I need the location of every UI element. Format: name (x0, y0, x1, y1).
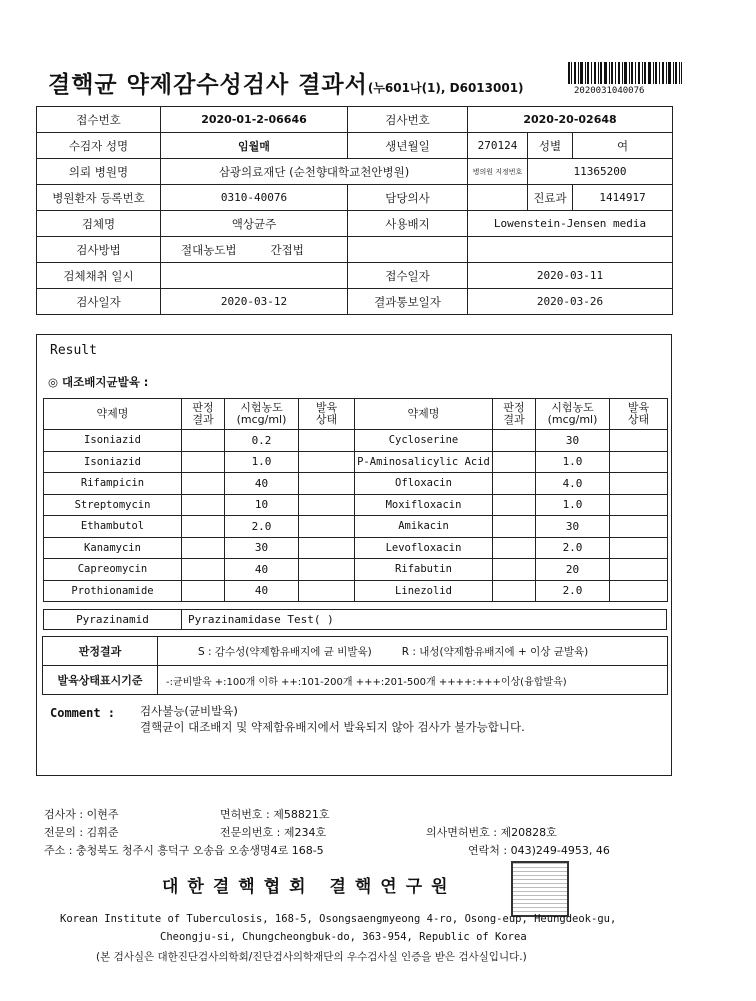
growth-status (610, 516, 668, 538)
growth-status (299, 494, 355, 516)
drug-row (44, 473, 668, 495)
address-en-line-2: Cheongju-si, Chungcheongbuk-do, 363-954, Republic of Korea (160, 931, 527, 943)
specimen-value: 액상균주 (161, 211, 348, 237)
barcode-number: 2020031040076 (574, 86, 645, 96)
drug-name: Rifabutin (355, 559, 493, 581)
judge-result (493, 473, 536, 495)
contact: 연락처 : 043)249-4953, 46 (468, 844, 610, 857)
test-conc: 40 (225, 559, 299, 581)
hospital-code-label: 병의원 지정번호 (468, 159, 528, 185)
drug-name: Ethambutol (44, 516, 182, 538)
judge-result (493, 537, 536, 559)
received-value: 2020-03-11 (468, 263, 673, 289)
growth-criteria-text: -:균비발육 +:100개 이하 ++:101-200개 +++:201-500개 ++++:+++이상(융합발육) (158, 666, 668, 695)
birth-date: 270124 (468, 133, 528, 159)
inspector: 검사자 : 이현주 (44, 808, 119, 821)
control-growth-label: ◎ 대조배지균발육 : (48, 375, 149, 389)
reported-label: 결과통보일자 (348, 289, 468, 315)
reported-value: 2020-03-26 (468, 289, 673, 315)
drug-row (44, 494, 668, 516)
drug-name: Isoniazid (44, 430, 182, 452)
judge-result (182, 559, 225, 581)
collect-value (161, 263, 348, 289)
birth-label: 생년월일 (348, 133, 468, 159)
judge-result (182, 580, 225, 602)
col-growth: 발육 상태 (299, 399, 355, 430)
document-code: (누601나(1), D6013001) (367, 81, 524, 95)
reg-no: 0310-40076 (161, 185, 348, 211)
collect-label: 검체채취 일시 (37, 263, 161, 289)
patient-label: 수검자 성명 (37, 133, 161, 159)
test-conc: 1.0 (225, 451, 299, 473)
growth-status (299, 516, 355, 538)
drug-row (44, 516, 668, 538)
organization-name: 대한결핵협회 결핵연구원 (162, 877, 457, 897)
growth-status (299, 559, 355, 581)
col-conc-2: 시험농도 (mcg/ml) (536, 399, 610, 430)
col-conc: 시험농도 (mcg/ml) (225, 399, 299, 430)
receipt-no: 2020-01-2-06646 (161, 107, 348, 133)
specialist: 전문의 : 김휘준 (44, 826, 119, 839)
growth-status (610, 473, 668, 495)
test-conc: 40 (225, 473, 299, 495)
drug-row (44, 537, 668, 559)
comment-line-2: 결핵균이 대조배지 및 약제함유배지에서 발육되지 않아 검사가 불가능합니다. (140, 720, 525, 734)
test-no-label: 검사번호 (348, 107, 468, 133)
drug-name: Kanamycin (44, 537, 182, 559)
sex-label: 성별 (528, 133, 573, 159)
judge-result (493, 559, 536, 581)
inspector-license: 면허번호 : 제58821호 (220, 808, 330, 821)
growth-status (610, 537, 668, 559)
received-label: 접수일자 (348, 263, 468, 289)
pyrazinamid-table (43, 609, 667, 630)
drug-name: Capreomycin (44, 559, 182, 581)
result-title: Result (50, 343, 97, 358)
address-en-line-1: Korean Institute of Tuberculosis, 168-5, Osongsaengmyeong 4-ro, Osong-eup, Heungdeok-gu, (60, 913, 617, 925)
pyrazinamid-test: Pyrazinamidase Test( ) (182, 610, 667, 630)
doctor-value (468, 185, 528, 211)
specimen-label: 검체명 (37, 211, 161, 237)
test-conc: 2.0 (225, 516, 299, 538)
drug-name: Cycloserine (355, 430, 493, 452)
sex-value: 여 (573, 133, 673, 159)
address: 주소 : 충청북도 청주시 흥덕구 오송읍 오송생명4로 168-5 (44, 844, 324, 857)
method-value: 절대농도법 간접법 (161, 237, 348, 263)
doctor-license: 의사면허번호 : 제20828호 (426, 826, 557, 839)
judge-text: S : 감수성(약제함유배지에 균 비발육) R : 내성(약제함유배지에 + 이상 균발육) (158, 637, 668, 666)
drug-name: Prothionamide (44, 580, 182, 602)
judge-label: 판정결과 (43, 637, 158, 666)
method-empty-2 (468, 237, 673, 263)
judge-result (493, 494, 536, 516)
test-conc: 1.0 (536, 451, 610, 473)
col-drug: 약제명 (44, 399, 182, 430)
medium-label: 사용배지 (348, 211, 468, 237)
method-label: 검사방법 (37, 237, 161, 263)
growth-status (610, 451, 668, 473)
hospital-label: 의뢰 병원명 (37, 159, 161, 185)
test-conc: 30 (536, 516, 610, 538)
drug-row (44, 580, 668, 602)
comment-label: Comment : (50, 706, 116, 720)
growth-criteria-label: 발육상태표시기준 (43, 666, 158, 695)
drug-row (44, 430, 668, 452)
hospital-name: 삼광의료재단 (순천향대학교천안병원) (161, 159, 468, 185)
dept-label: 진료과 (528, 185, 573, 211)
test-conc: 2.0 (536, 537, 610, 559)
growth-status (610, 494, 668, 516)
test-conc: 40 (225, 580, 299, 602)
judge-result (182, 516, 225, 538)
growth-status (610, 559, 668, 581)
tested-label: 검사일자 (37, 289, 161, 315)
comment-text (140, 703, 525, 735)
drug-name: Streptomycin (44, 494, 182, 516)
hospital-code: 11365200 (528, 159, 673, 185)
patient-info-table (36, 106, 673, 315)
test-conc: 30 (536, 430, 610, 452)
document-title: 결핵균 약제감수성검사 결과서(누601나(1), D6013001) (48, 72, 524, 98)
dept-value: 1414917 (573, 185, 673, 211)
reg-no-label: 병원환자 등록번호 (37, 185, 161, 211)
certification-notice: (본 검사실은 대한진단검사의학회/진단검사의학재단의 우수검사실 인증을 받은 검사실입니다.) (96, 951, 527, 963)
test-conc: 20 (536, 559, 610, 581)
growth-status (610, 580, 668, 602)
growth-status (299, 451, 355, 473)
test-conc: 4.0 (536, 473, 610, 495)
judge-result (493, 580, 536, 602)
col-growth-2: 발육 상태 (610, 399, 668, 430)
drug-name: Rifampicin (44, 473, 182, 495)
judge-result (182, 537, 225, 559)
receipt-no-label: 접수번호 (37, 107, 161, 133)
judge-result (182, 430, 225, 452)
judge-result (493, 451, 536, 473)
medium-value: Lowenstein-Jensen media (468, 211, 673, 237)
judge-result (493, 430, 536, 452)
judge-result (493, 516, 536, 538)
col-judge: 판정 결과 (182, 399, 225, 430)
growth-status (299, 473, 355, 495)
col-judge-2: 판정 결과 (493, 399, 536, 430)
tested-value: 2020-03-12 (161, 289, 348, 315)
pyrazinamid-label: Pyrazinamid (44, 610, 182, 630)
growth-status (299, 430, 355, 452)
drug-name: Amikacin (355, 516, 493, 538)
test-conc: 0.2 (225, 430, 299, 452)
specialist-no: 전문의번호 : 제234호 (220, 826, 327, 839)
drug-name: Moxifloxacin (355, 494, 493, 516)
drug-row (44, 559, 668, 581)
growth-status (610, 430, 668, 452)
legend-table (42, 636, 668, 695)
drug-row (44, 451, 668, 473)
test-conc: 1.0 (536, 494, 610, 516)
col-drug-2: 약제명 (355, 399, 493, 430)
official-seal (511, 861, 569, 917)
test-conc: 2.0 (536, 580, 610, 602)
drug-name: Linezolid (355, 580, 493, 602)
test-conc: 10 (225, 494, 299, 516)
comment-line-1: 검사불능(균비발육) (140, 704, 238, 718)
judge-result (182, 473, 225, 495)
method-empty (348, 237, 468, 263)
test-no: 2020-20-02648 (468, 107, 673, 133)
judge-result (182, 494, 225, 516)
test-conc: 30 (225, 537, 299, 559)
doctor-label: 담당의사 (348, 185, 468, 211)
drug-name: Ofloxacin (355, 473, 493, 495)
barcode (568, 62, 682, 84)
growth-status (299, 537, 355, 559)
growth-status (299, 580, 355, 602)
drug-name: P-Aminosalicylic Acid (355, 451, 493, 473)
patient-name: 임월매 (161, 133, 348, 159)
drug-table (43, 398, 668, 602)
drug-name: Levofloxacin (355, 537, 493, 559)
judge-result (182, 451, 225, 473)
drug-name: Isoniazid (44, 451, 182, 473)
